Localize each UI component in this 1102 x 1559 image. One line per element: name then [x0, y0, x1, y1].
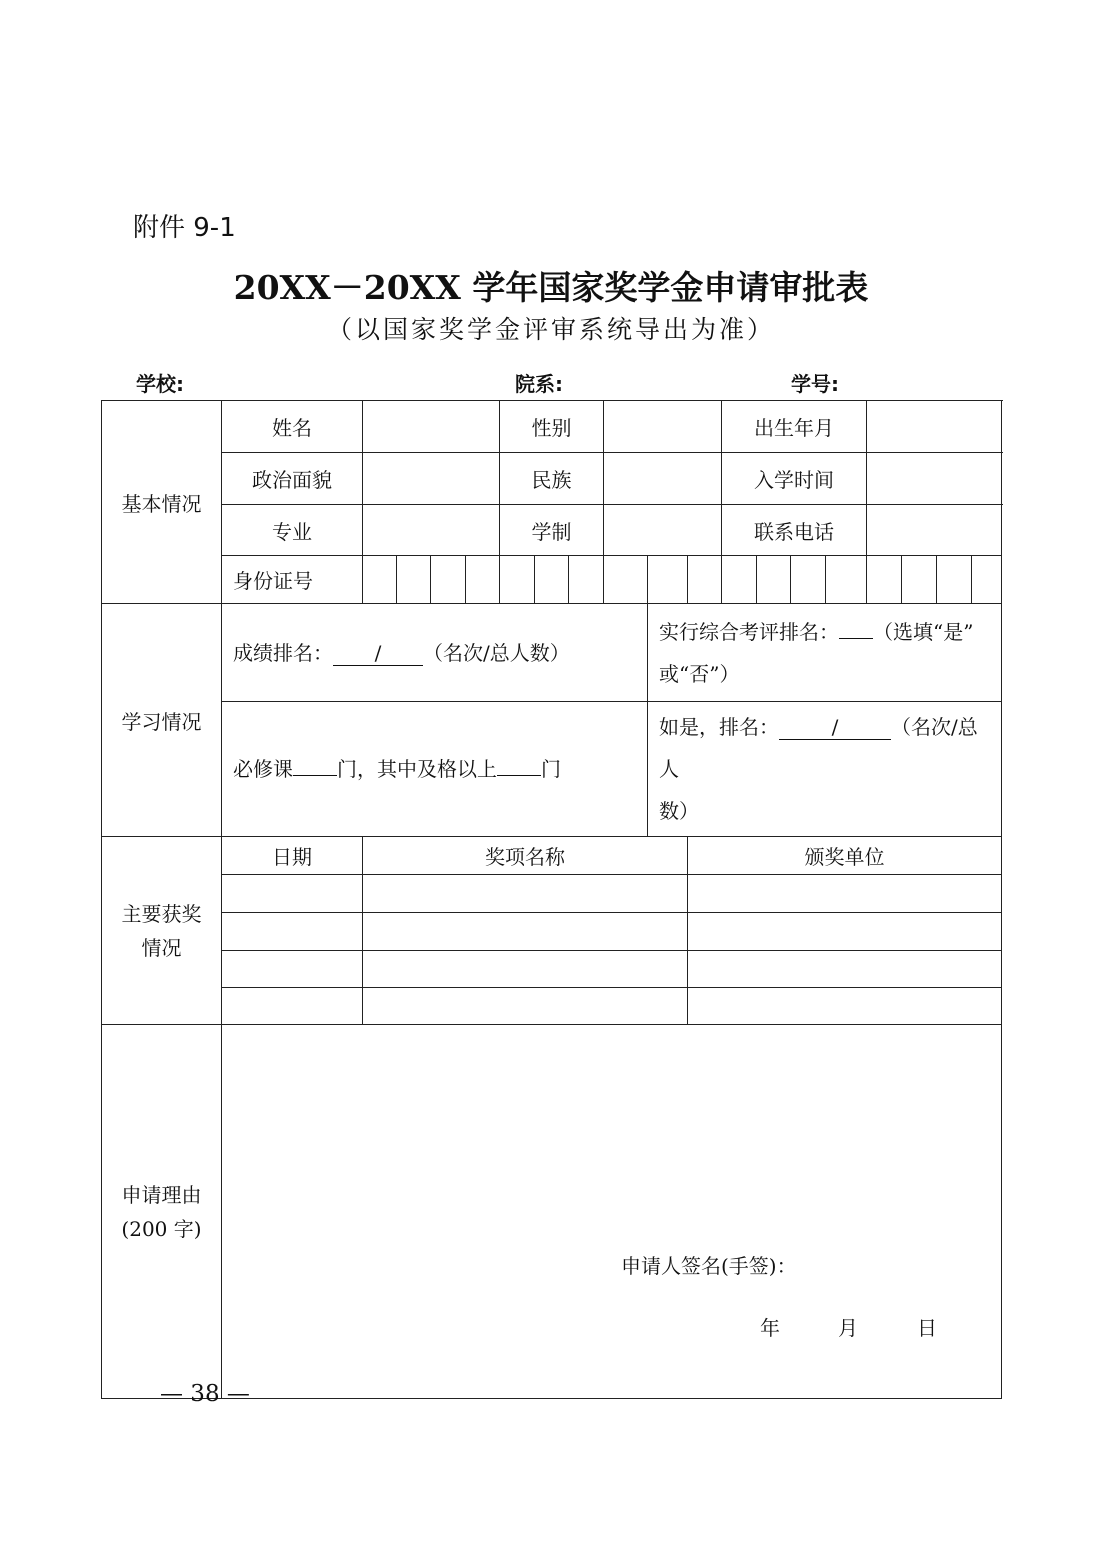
award-issuer-field[interactable]: [688, 875, 1002, 913]
award-row: [102, 951, 1002, 988]
award-row: [102, 913, 1002, 951]
id-digit-box[interactable]: [722, 556, 757, 604]
date-month-label: 月: [838, 1316, 858, 1340]
phone-label: 联系电话: [722, 505, 867, 556]
grade-rank-label: 成绩排名：: [233, 640, 333, 665]
gender-field[interactable]: [604, 401, 722, 453]
id-digit-box[interactable]: [902, 556, 937, 604]
ethnicity-label: 民族: [500, 453, 604, 505]
award-date-field[interactable]: [222, 913, 363, 951]
awards-section-line1: 主要获奖: [121, 901, 202, 926]
form-title: 20XX－20XX 学年国家奖学金申请审批表: [233, 268, 869, 307]
comprehensive-blank[interactable]: [839, 638, 873, 639]
student-id-label: 学号:: [791, 372, 839, 396]
id-digit-box[interactable]: [826, 556, 867, 604]
id-digit-box[interactable]: [397, 556, 431, 604]
date-year-label: 年: [760, 1316, 780, 1340]
application-form-table: [101, 400, 1002, 1399]
gender-label: 性别: [500, 401, 604, 453]
choose-hint-cont: 或“否”）: [659, 661, 740, 686]
award-name-field[interactable]: [363, 988, 688, 1025]
required-count-blank[interactable]: [293, 775, 337, 776]
id-digit-box[interactable]: [867, 556, 902, 604]
award-name-header: 奖项名称: [363, 837, 688, 875]
award-issuer-header: 颁奖单位: [688, 837, 1002, 875]
comprehensive-label: 实行综合考评排名：: [659, 619, 840, 644]
enroll-time-label: 入学时间: [722, 453, 867, 505]
section-basic-info: 基本情况: [102, 401, 222, 604]
duration-label: 学制: [500, 505, 604, 556]
page-number: — 38 —: [160, 1381, 250, 1407]
form-subtitle: （以国家奖学金评审系统导出为准）: [326, 315, 775, 344]
award-issuer-field[interactable]: [688, 913, 1002, 951]
required-label-a: 必修课: [233, 757, 293, 781]
political-label: 政治面貌: [222, 453, 363, 505]
id-digit-box[interactable]: [569, 556, 604, 604]
choose-hint: （选填“是”: [873, 619, 974, 644]
awards-section-line2: 情况: [141, 935, 182, 960]
section-awards: [102, 837, 222, 1025]
id-digit-box[interactable]: [466, 556, 500, 604]
rank-slash: /: [374, 640, 382, 665]
rank-unit: （名次/总人数）: [423, 640, 570, 665]
name-label: 姓名: [222, 401, 363, 453]
school-label: 学校:: [136, 372, 184, 396]
award-name-field[interactable]: [363, 913, 688, 951]
attachment-label: 附件 9-1: [133, 213, 236, 243]
id-digit-box[interactable]: [431, 556, 466, 604]
department-label: 院系:: [515, 372, 563, 396]
ethnicity-field[interactable]: [604, 453, 722, 505]
date-day-label: 日: [917, 1316, 937, 1340]
award-date-field[interactable]: [222, 988, 363, 1025]
passed-count-blank[interactable]: [497, 775, 541, 776]
id-digit-box[interactable]: [757, 556, 791, 604]
id-digit-box[interactable]: [604, 556, 648, 604]
id-digit-box[interactable]: [688, 556, 722, 604]
award-date-field[interactable]: [222, 875, 363, 913]
comprehensive-rank-cell: [648, 604, 1002, 702]
award-issuer-field[interactable]: [688, 988, 1002, 1025]
id-digit-box[interactable]: [791, 556, 826, 604]
enroll-time-field[interactable]: [867, 453, 1002, 505]
award-date-header: 日期: [222, 837, 363, 875]
section-reason: [102, 1025, 222, 1399]
applicant-signature-label: 申请人签名(手签)：: [621, 1254, 797, 1278]
if-yes-rank-blank[interactable]: [779, 715, 891, 740]
major-field[interactable]: [363, 505, 500, 556]
required-label-c: 门: [541, 757, 561, 781]
required-courses-cell: [222, 702, 648, 837]
if-yes-rank-cell: [648, 702, 1002, 837]
award-row: [102, 875, 1002, 913]
required-label-b: 门，其中及格以上: [337, 757, 497, 781]
section-study-info: 学习情况: [102, 604, 222, 837]
phone-field[interactable]: [867, 505, 1002, 556]
id-digit-box[interactable]: [535, 556, 569, 604]
id-digit-box[interactable]: [937, 556, 972, 604]
name-field[interactable]: [363, 401, 500, 453]
if-yes-unit: （名次/总人: [659, 715, 978, 781]
if-yes-unit-cont: 数）: [659, 799, 700, 823]
if-yes-label: 如是，排名：: [659, 715, 780, 739]
grade-rank-cell: [222, 604, 648, 702]
major-label: 专业: [222, 505, 363, 556]
reason-section-line2: (200 字): [121, 1216, 202, 1241]
grade-rank-blank[interactable]: [333, 641, 423, 666]
reason-text-area[interactable]: [222, 1025, 1002, 1399]
id-digit-box[interactable]: [648, 556, 688, 604]
award-row: [102, 988, 1002, 1025]
id-digit-box[interactable]: [972, 556, 1002, 604]
rank-slash: /: [831, 715, 839, 739]
award-date-field[interactable]: [222, 951, 363, 988]
birth-field[interactable]: [867, 401, 1002, 453]
award-issuer-field[interactable]: [688, 951, 1002, 988]
award-name-field[interactable]: [363, 875, 688, 913]
duration-field[interactable]: [604, 505, 722, 556]
id-number-label: 身份证号: [222, 556, 363, 604]
reason-section-line1: 申请理由: [121, 1182, 202, 1207]
birth-label: 出生年月: [722, 401, 867, 453]
id-digit-box[interactable]: [500, 556, 535, 604]
political-field[interactable]: [363, 453, 500, 505]
id-digit-box[interactable]: [363, 556, 397, 604]
award-name-field[interactable]: [363, 951, 688, 988]
